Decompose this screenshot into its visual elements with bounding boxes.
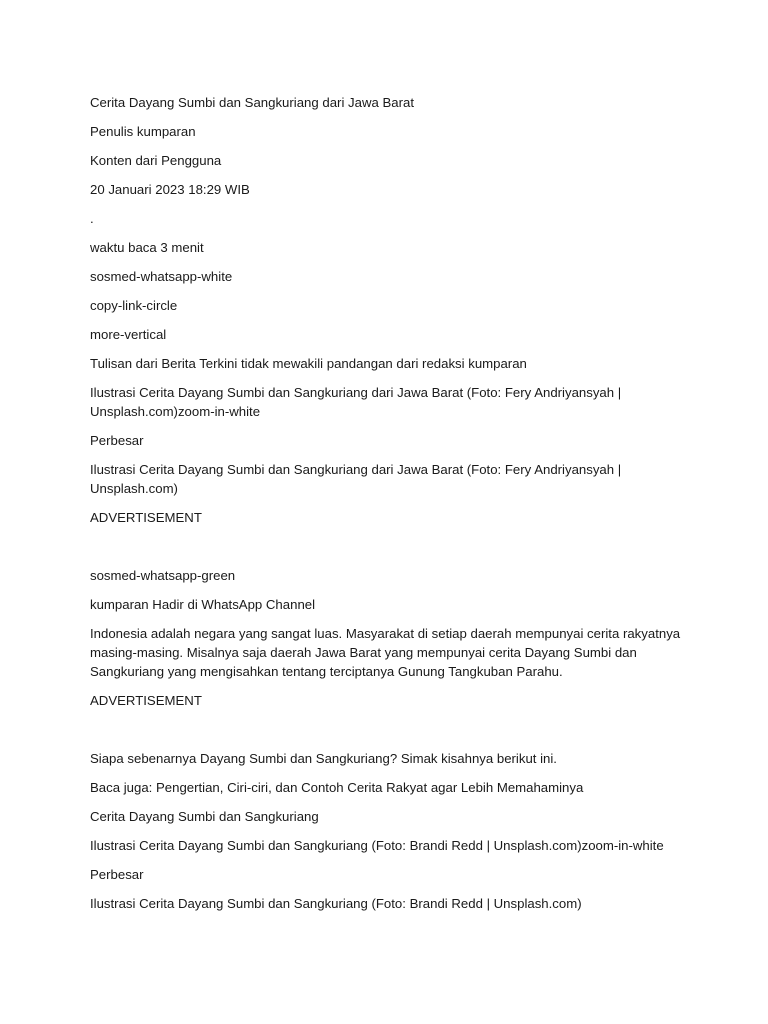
image1-caption: Ilustrasi Cerita Dayang Sumbi dan Sangkuriang dari Jawa Barat (Foto: Fery Andriyansyah | Unsplash.com) [90,462,622,496]
ad-space [90,537,690,566]
read-time: waktu baca 3 menit [90,240,204,255]
see-also-link[interactable]: Baca juga: Pengertian, Ciri-ciri, dan Contoh Cerita Rakyat agar Lebih Memahaminya [90,780,584,795]
image1-enlarge-button[interactable]: Perbesar [90,433,144,448]
section-heading: Cerita Dayang Sumbi dan Sangkuriang [90,809,319,824]
content-source-label: Konten dari Pengguna [90,153,222,168]
article-title: Cerita Dayang Sumbi dan Sangkuriang dari Jawa Barat [90,95,415,110]
image2-enlarge-button[interactable]: Perbesar [90,867,144,882]
publish-date: 20 Januari 2023 18:29 WIB [90,182,250,197]
document-page [90,93,690,923]
advertisement-label: ADVERTISEMENT [90,510,202,525]
image2-caption: Ilustrasi Cerita Dayang Sumbi dan Sangkuriang (Foto: Brandi Redd | Unsplash.com) [90,896,582,911]
body-paragraph: Siapa sebenarnya Dayang Sumbi dan Sangkuriang? Simak kisahnya berikut ini. [90,751,557,766]
body-paragraph: Indonesia adalah negara yang sangat luas. Masyarakat di setiap daerah mempunyai cerita rakyatnya masing-masing. Misalnya saja daerah Jawa Barat yang mempunyai cerita Dayang Sumbi dan Sangkuriang yang mengisahkan tentang terciptanya Gunung Tangkuban Parahu. [90,626,681,679]
copy-link-icon[interactable]: copy-link-circle [90,298,178,313]
image2-caption-zoom[interactable]: Ilustrasi Cerita Dayang Sumbi dan Sangkuriang (Foto: Brandi Redd | Unsplash.com)zoom-in-white [90,838,664,853]
author-label[interactable]: Penulis kumparan [90,124,196,139]
advertisement-label: ADVERTISEMENT [90,693,202,708]
whatsapp-channel-link[interactable]: kumparan Hadir di WhatsApp Channel [90,597,316,612]
ad-space [90,720,690,749]
separator-dot: . [90,211,94,226]
whatsapp-share-icon[interactable]: sosmed-whatsapp-white [90,269,233,284]
whatsapp-green-icon[interactable]: sosmed-whatsapp-green [90,568,236,583]
image1-caption-zoom[interactable]: Ilustrasi Cerita Dayang Sumbi dan Sangkuriang dari Jawa Barat (Foto: Fery Andriyansyah | Unsplash.com)zoom-in-white [90,385,622,419]
disclaimer-text: Tulisan dari Berita Terkini tidak mewakili pandangan dari redaksi kumparan [90,356,527,371]
more-vertical-icon[interactable]: more-vertical [90,327,167,342]
